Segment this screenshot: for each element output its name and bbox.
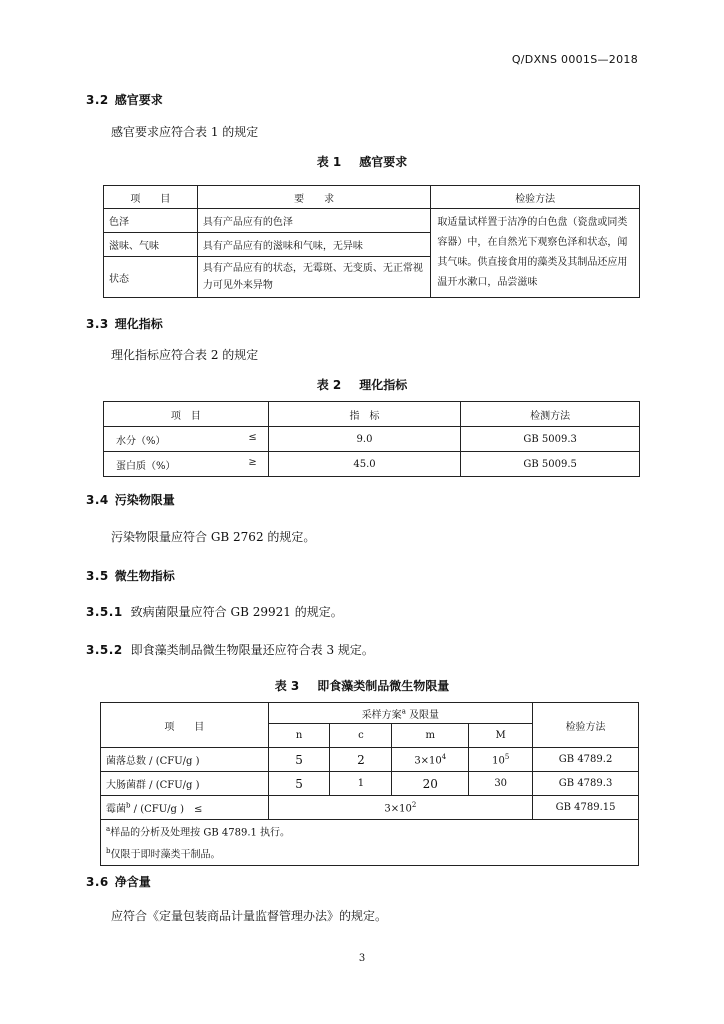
header-m: m bbox=[392, 724, 469, 748]
plan-label-tail: 及限量 bbox=[409, 709, 440, 721]
footnote-marker: a bbox=[106, 825, 111, 833]
header-item: 项 目 bbox=[101, 703, 269, 748]
row-m: 20 bbox=[392, 772, 469, 796]
header-n: n bbox=[268, 724, 330, 748]
table-3-caption bbox=[0, 677, 724, 694]
section-number: 3.5 bbox=[86, 569, 109, 583]
row-method: GB 5009.3 bbox=[461, 427, 640, 452]
table-title: 理化指标 bbox=[359, 378, 408, 392]
page-number: 3 bbox=[358, 953, 366, 964]
row-item bbox=[104, 452, 269, 477]
row-method: GB 4789.3 bbox=[533, 772, 639, 796]
header-method: 检验方法 bbox=[533, 703, 639, 748]
value-exponent: 4 bbox=[441, 752, 447, 761]
table-1-sensory bbox=[103, 185, 640, 298]
table-header-row bbox=[104, 402, 640, 427]
row-method: GB 5009.5 bbox=[461, 452, 640, 477]
table-1-caption bbox=[0, 153, 724, 170]
note-b bbox=[106, 842, 633, 864]
table-row bbox=[104, 427, 640, 452]
table-header-row bbox=[104, 186, 640, 209]
clause-3-5-1 bbox=[86, 603, 343, 620]
section-3-4-text: 污染物限量应符合 GB 2762 的规定。 bbox=[111, 530, 316, 544]
row-value: 45.0 bbox=[268, 452, 461, 477]
footnote-marker: b bbox=[126, 801, 131, 810]
section-3-3-heading bbox=[86, 315, 163, 332]
row-value: 9.0 bbox=[268, 427, 461, 452]
footnote-marker: a bbox=[401, 707, 406, 716]
table-3-microbial bbox=[100, 702, 639, 866]
section-number: 3.3 bbox=[86, 317, 109, 331]
section-title: 感官要求 bbox=[114, 93, 163, 107]
table-number: 表 1 bbox=[316, 155, 342, 169]
table-title: 感官要求 bbox=[359, 155, 408, 169]
value-base: 3×10 bbox=[414, 755, 442, 767]
row-m bbox=[392, 748, 469, 772]
value-base: 10 bbox=[492, 755, 505, 767]
comparison-symbol: ≥ bbox=[248, 456, 257, 468]
section-number: 3.4 bbox=[86, 493, 109, 507]
header-c: c bbox=[330, 724, 392, 748]
row-item: 色泽 bbox=[104, 209, 198, 233]
header-M: M bbox=[469, 724, 533, 748]
row-c: 2 bbox=[330, 748, 392, 772]
plan-label: 采样方案 bbox=[361, 709, 402, 721]
note-text: 样品的分析及处理按 GB 4789.1 执行。 bbox=[110, 827, 291, 839]
section-title: 净含量 bbox=[114, 875, 151, 889]
table-notes bbox=[101, 820, 639, 866]
row-n: 5 bbox=[268, 772, 330, 796]
clause-text: 致病菌限量应符合 GB 29921 的规定。 bbox=[130, 605, 343, 619]
header-requirement: 要 求 bbox=[197, 186, 431, 209]
item-label: 霉菌 bbox=[106, 804, 126, 815]
row-item bbox=[101, 796, 269, 820]
row-item: 菌落总数 / (CFU/g ) bbox=[101, 748, 269, 772]
row-requirement: 具有产品应有的色泽 bbox=[197, 209, 431, 233]
row-M bbox=[469, 748, 533, 772]
section-3-3-text: 理化指标应符合表 2 的规定 bbox=[111, 348, 259, 362]
note-text: 仅限于即时藻类干制品。 bbox=[110, 849, 221, 861]
header-index: 指 标 bbox=[268, 402, 461, 427]
table-row bbox=[101, 772, 639, 796]
item-label: 蛋白质（%） bbox=[116, 460, 176, 472]
table-row bbox=[104, 209, 640, 233]
row-item: 大肠菌群 / (CFU/g ) bbox=[101, 772, 269, 796]
row-method: GB 4789.2 bbox=[533, 748, 639, 772]
table-row bbox=[104, 452, 640, 477]
clause-number: 3.5.2 bbox=[86, 643, 123, 657]
row-item: 滋味、气味 bbox=[104, 233, 198, 257]
clause-3-5-2 bbox=[86, 641, 374, 658]
comparison-symbol: ≤ bbox=[248, 431, 257, 443]
table-row bbox=[101, 748, 639, 772]
row-item: 状态 bbox=[104, 257, 198, 298]
row-limit bbox=[268, 796, 533, 820]
header-item: 项 目 bbox=[104, 402, 269, 427]
header-item: 项 目 bbox=[104, 186, 198, 209]
row-item bbox=[104, 427, 269, 452]
value-base: 3×10 bbox=[384, 803, 412, 815]
section-title: 污染物限量 bbox=[114, 493, 175, 507]
table-2-caption bbox=[0, 376, 724, 393]
clause-number: 3.5.1 bbox=[86, 605, 123, 619]
standard-code: Q/DXNS 0001S—2018 bbox=[511, 53, 638, 66]
section-3-2-heading bbox=[86, 91, 163, 108]
table-notes-row bbox=[101, 820, 639, 866]
clause-text: 即食藻类制品微生物限量还应符合表 3 规定。 bbox=[130, 643, 374, 657]
item-label: 水分（%） bbox=[116, 435, 166, 447]
section-3-6-text: 应符合《定量包装商品计量监督管理办法》的规定。 bbox=[111, 909, 388, 923]
table-number: 表 3 bbox=[274, 679, 300, 693]
note-a bbox=[106, 820, 633, 842]
table-row bbox=[101, 796, 639, 820]
row-n: 5 bbox=[268, 748, 330, 772]
header-method: 检验方法 bbox=[431, 186, 640, 209]
section-title: 微生物指标 bbox=[114, 569, 175, 583]
header-sampling-plan bbox=[268, 703, 533, 724]
table-number: 表 2 bbox=[316, 378, 342, 392]
value-exponent: 2 bbox=[411, 800, 417, 809]
header-method: 检测方法 bbox=[461, 402, 640, 427]
row-c: 1 bbox=[330, 772, 392, 796]
section-3-4-heading bbox=[86, 491, 175, 508]
table-title: 即食藻类制品微生物限量 bbox=[317, 679, 450, 693]
section-number: 3.2 bbox=[86, 93, 109, 107]
row-requirement: 具有产品应有的滋味和气味，无异味 bbox=[197, 233, 431, 257]
row-method: GB 4789.15 bbox=[533, 796, 639, 820]
row-M: 30 bbox=[469, 772, 533, 796]
item-unit: / (CFU/g ) ≤ bbox=[133, 804, 203, 815]
value-exponent: 5 bbox=[504, 752, 510, 761]
section-3-6-heading bbox=[86, 873, 151, 890]
section-3-2-text: 感官要求应符合表 1 的规定 bbox=[111, 125, 259, 139]
section-3-5-heading bbox=[86, 567, 175, 584]
row-requirement: 具有产品应有的状态，无霉斑、无变质、无正常视力可见外来异物 bbox=[197, 257, 431, 298]
test-method-cell: 取适量试样置于洁净的白色盘（瓷盘或同类容器）中，在自然光下观察色泽和状态，闻其气味。供直接食用的藻类及其制品还应用温开水漱口，品尝滋味 bbox=[431, 209, 640, 298]
section-title: 理化指标 bbox=[114, 317, 163, 331]
section-number: 3.6 bbox=[86, 875, 109, 889]
table-2-physicochemical bbox=[103, 401, 640, 477]
table-header-row bbox=[101, 703, 639, 724]
footnote-marker: b bbox=[106, 847, 111, 856]
